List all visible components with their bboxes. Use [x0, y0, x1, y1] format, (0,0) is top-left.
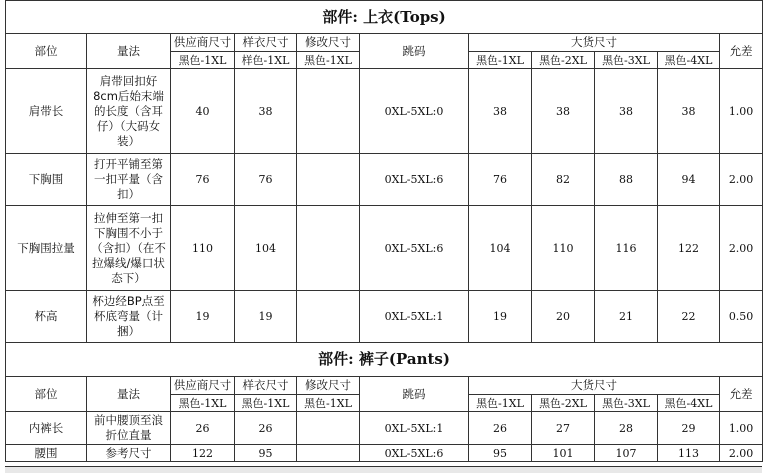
part-cell: 内裤长: [6, 412, 87, 445]
revised-size-cell: [297, 412, 360, 445]
revised-size-cell: [297, 445, 360, 462]
header-part: 部位: [6, 377, 87, 412]
bulk-4xl-cell: 38: [658, 69, 720, 154]
subheader-bulk-4xl: 黑色-4XL: [658, 52, 720, 69]
method-cell: 参考尺寸: [87, 445, 171, 462]
tolerance-cell: 1.00: [720, 412, 763, 445]
revised-size-cell: [297, 154, 360, 206]
method-cell: 打开平铺至第一扣平量（含扣）: [87, 154, 171, 206]
bulk-2xl-cell: 20: [532, 291, 595, 343]
header-bulk-size: 大货尺寸: [469, 34, 720, 52]
subheader-bulk-4xl: 黑色-4XL: [658, 395, 720, 412]
part-cell: 腰围: [6, 445, 87, 462]
header-revised-size: 修改尺寸: [297, 34, 360, 52]
bulk-4xl-cell: 29: [658, 412, 720, 445]
header-bulk-size: 大货尺寸: [469, 377, 720, 395]
supplier-size-cell: 40: [171, 69, 235, 154]
bulk-1xl-cell: 38: [469, 69, 532, 154]
header-tolerance: 允差: [720, 34, 763, 69]
revised-size-cell: [297, 291, 360, 343]
revised-size-cell: [297, 69, 360, 154]
bulk-1xl-cell: 95: [469, 445, 532, 462]
part-cell: 下胸围: [6, 154, 87, 206]
subheader-bulk-2xl: 黑色-2XL: [532, 395, 595, 412]
table-row: [6, 206, 763, 291]
subheader-sample-color: 样色-1XL: [235, 52, 297, 69]
header-supplier-size: 供应商尺寸: [171, 34, 235, 52]
subheader-sample-color: 黑色-1XL: [235, 395, 297, 412]
grading-cell: 0XL-5XL:0: [360, 69, 469, 154]
part-cell: 下胸围拉量: [6, 206, 87, 291]
header-method: 量法: [87, 34, 171, 69]
tolerance-cell: 0.50: [720, 291, 763, 343]
bulk-4xl-cell: 122: [658, 206, 720, 291]
header-sample-size: 样衣尺寸: [235, 34, 297, 52]
subheader-revised-color: 黑色-1XL: [297, 395, 360, 412]
subheader-bulk-2xl: 黑色-2XL: [532, 52, 595, 69]
method-cell: 前中腰顶至浪折位直量: [87, 412, 171, 445]
header-method: 量法: [87, 377, 171, 412]
subheader-bulk-3xl: 黑色-3XL: [595, 395, 658, 412]
subheader-supplier-color: 黑色-1XL: [171, 395, 235, 412]
sample-size-cell: 76: [235, 154, 297, 206]
subheader-bulk-3xl: 黑色-3XL: [595, 52, 658, 69]
header-sample-size: 样衣尺寸: [235, 377, 297, 395]
method-cell: 杯边经BP点至杯底弯量（计捆）: [87, 291, 171, 343]
table-row: [6, 412, 763, 445]
supplier-size-cell: 26: [171, 412, 235, 445]
bulk-1xl-cell: 19: [469, 291, 532, 343]
part-cell: 杯高: [6, 291, 87, 343]
sample-size-cell: 19: [235, 291, 297, 343]
bulk-4xl-cell: 113: [658, 445, 720, 462]
sample-size-cell: 104: [235, 206, 297, 291]
header-part: 部位: [6, 34, 87, 69]
supplier-size-cell: 122: [171, 445, 235, 462]
pants-section-title: 部件: 裤子(Pants): [6, 343, 763, 377]
tops-section-title: 部件: 上衣(Tops): [6, 1, 763, 34]
bulk-1xl-cell: 26: [469, 412, 532, 445]
grading-cell: 0XL-5XL:1: [360, 412, 469, 445]
subheader-bulk-1xl: 黑色-1XL: [469, 395, 532, 412]
revised-size-cell: [297, 206, 360, 291]
sample-size-cell: 95: [235, 445, 297, 462]
table-row: [6, 445, 763, 462]
bulk-3xl-cell: 21: [595, 291, 658, 343]
tolerance-cell: 2.00: [720, 445, 763, 462]
tolerance-cell: 2.00: [720, 154, 763, 206]
grading-cell: 0XL-5XL:6: [360, 445, 469, 462]
sample-size-cell: 26: [235, 412, 297, 445]
tolerance-cell: 1.00: [720, 69, 763, 154]
grading-cell: 0XL-5XL:6: [360, 206, 469, 291]
supplier-size-cell: 110: [171, 206, 235, 291]
header-supplier-size: 供应商尺寸: [171, 377, 235, 395]
bulk-2xl-cell: 101: [532, 445, 595, 462]
bulk-2xl-cell: 27: [532, 412, 595, 445]
header-grading: 跳码: [360, 377, 469, 412]
bulk-2xl-cell: 110: [532, 206, 595, 291]
header-revised-size: 修改尺寸: [297, 377, 360, 395]
table-row: [6, 154, 763, 206]
supplier-size-cell: 76: [171, 154, 235, 206]
sample-size-cell: 38: [235, 69, 297, 154]
subheader-supplier-color: 黑色-1XL: [171, 52, 235, 69]
part-cell: 肩带长: [6, 69, 87, 154]
tolerance-cell: 2.00: [720, 206, 763, 291]
subheader-revised-color: 黑色-1XL: [297, 52, 360, 69]
bulk-2xl-cell: 82: [532, 154, 595, 206]
bulk-1xl-cell: 104: [469, 206, 532, 291]
grading-cell: 0XL-5XL:1: [360, 291, 469, 343]
subheader-bulk-1xl: 黑色-1XL: [469, 52, 532, 69]
supplier-size-cell: 19: [171, 291, 235, 343]
header-grading: 跳码: [360, 34, 469, 69]
size-spec-table: [5, 0, 763, 462]
bulk-2xl-cell: 38: [532, 69, 595, 154]
header-tolerance: 允差: [720, 377, 763, 412]
table-row: [6, 291, 763, 343]
bulk-4xl-cell: 22: [658, 291, 720, 343]
method-cell: 拉伸至第一扣下胸围不小于（含扣）（在不拉爆线/爆口状态下）: [87, 206, 171, 291]
bulk-3xl-cell: 28: [595, 412, 658, 445]
bulk-4xl-cell: 94: [658, 154, 720, 206]
bulk-3xl-cell: 116: [595, 206, 658, 291]
grading-cell: 0XL-5XL:6: [360, 154, 469, 206]
bulk-1xl-cell: 76: [469, 154, 532, 206]
bulk-3xl-cell: 88: [595, 154, 658, 206]
table-row: [6, 69, 763, 154]
bulk-3xl-cell: 107: [595, 445, 658, 462]
bulk-3xl-cell: 38: [595, 69, 658, 154]
method-cell: 肩带回扣好8cm后始末端的长度（含耳仔）（大码女装）: [87, 69, 171, 154]
